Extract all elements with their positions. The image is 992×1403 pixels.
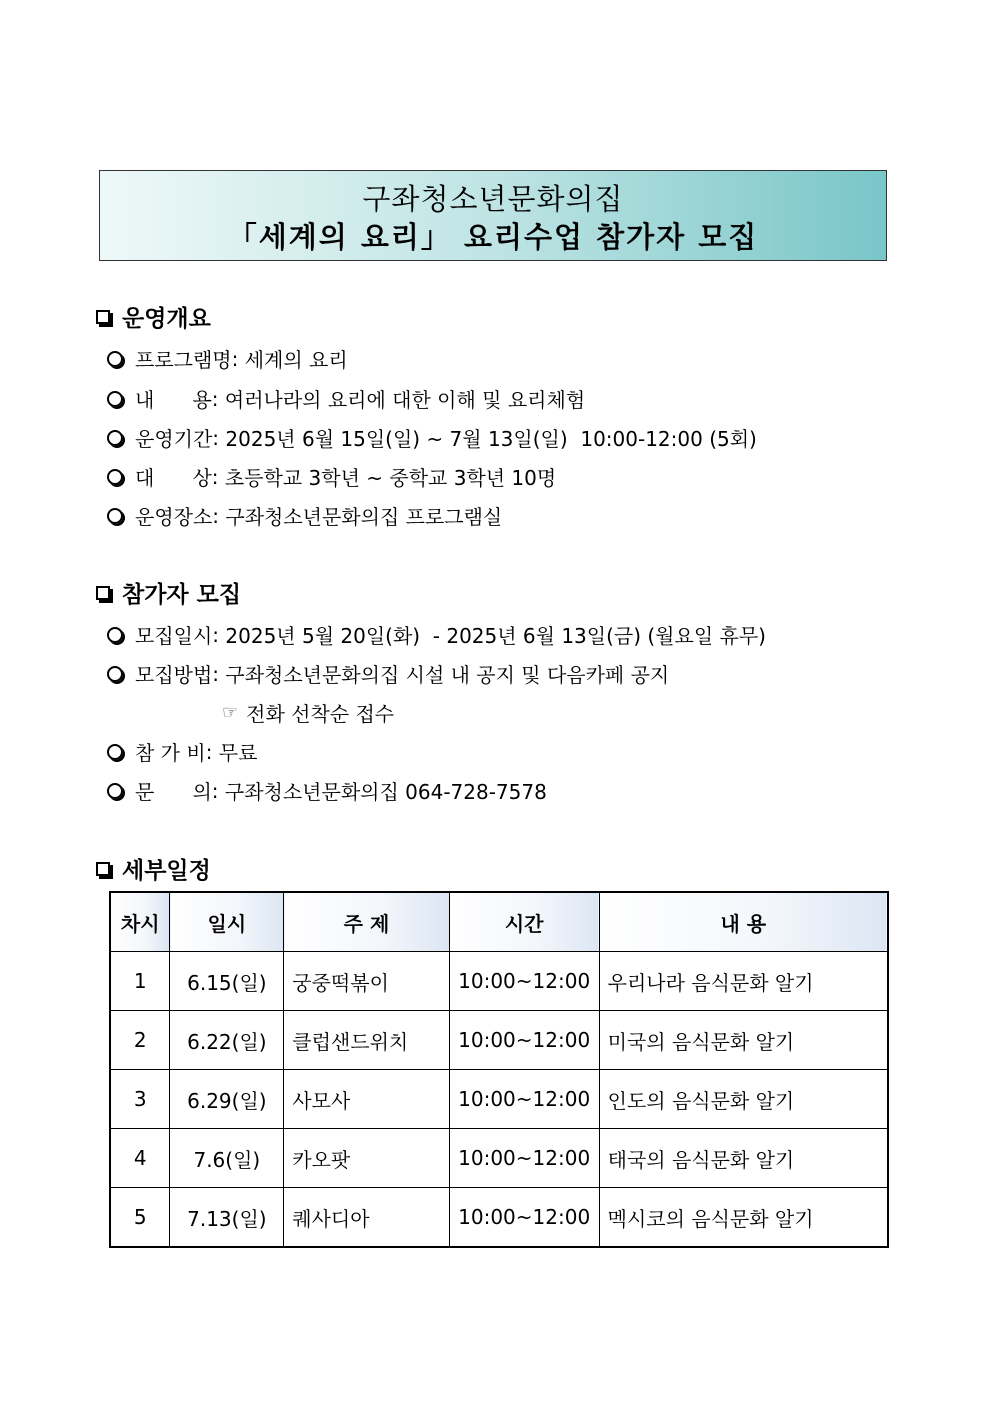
cell-time: 10:00~12:00 xyxy=(449,1011,599,1070)
circle-bullet-icon xyxy=(107,666,123,682)
cell-content: 미국의 음식문화 알기 xyxy=(599,1011,888,1070)
item-value: 초등학교 3학년 ~ 중학교 3학년 10명 xyxy=(224,466,557,490)
section-heading-label: 세부일정 xyxy=(122,858,211,884)
item-label: 대 상 xyxy=(135,466,212,490)
recruit-item-method: 모집방법 : 구좌청소년문화의집 시설 내 공지 및 다음카페 공지 xyxy=(107,659,669,688)
table-row xyxy=(110,1070,888,1129)
overview-item-target: 대 상 : 초등학교 3학년 ~ 중학교 3학년 10명 xyxy=(107,462,556,491)
circle-bullet-icon xyxy=(107,627,123,643)
title-organization: 구좌청소년문화의집 xyxy=(362,182,624,216)
circle-bullet-icon xyxy=(107,391,123,407)
circle-bullet-icon xyxy=(107,783,123,799)
item-value: 2025년 5월 20일(화) - 2025년 6월 13일(금) (월요일 휴무) xyxy=(225,624,766,648)
cell-time: 10:00~12:00 xyxy=(449,1129,599,1188)
cell-session: 2 xyxy=(110,1011,170,1070)
title-banner xyxy=(99,170,887,261)
circle-bullet-icon xyxy=(107,744,123,760)
cell-content: 인도의 음식문화 알기 xyxy=(599,1070,888,1129)
item-label: 운영기간 xyxy=(135,427,213,451)
circle-bullet-icon xyxy=(107,430,123,446)
header-date: 일시 xyxy=(170,892,284,952)
item-label: 운영장소 xyxy=(135,505,213,529)
cell-session: 5 xyxy=(110,1188,170,1248)
overview-item-content: 내 용 : 여러나라의 요리에 대한 이해 및 요리체험 xyxy=(107,384,585,413)
header-time: 시간 xyxy=(449,892,599,952)
item-label: 문 의 xyxy=(135,780,212,804)
circle-bullet-icon xyxy=(107,351,123,367)
cell-content: 태국의 음식문화 알기 xyxy=(599,1129,888,1188)
overview-item-location: 운영장소 : 구좌청소년문화의집 프로그램실 xyxy=(107,501,502,530)
table-row xyxy=(110,952,888,1011)
header-session: 차시 xyxy=(110,892,170,952)
cell-topic: 궁중떡볶이 xyxy=(284,952,449,1011)
cell-content: 우리나라 음식문화 알기 xyxy=(599,952,888,1011)
item-value: 구좌청소년문화의집 064-728-7578 xyxy=(224,780,547,804)
header-topic: 주 제 xyxy=(284,892,449,952)
cell-time: 10:00~12:00 xyxy=(449,1188,599,1248)
table-header-row xyxy=(110,892,888,952)
cell-date: 6.15(일) xyxy=(170,952,284,1011)
section-heading-recruit xyxy=(96,576,241,609)
item-label: 프로그램명 xyxy=(135,348,232,372)
checkbox-square-icon xyxy=(96,862,110,876)
cell-session: 1 xyxy=(110,952,170,1011)
cell-topic: 사모사 xyxy=(284,1070,449,1129)
checkbox-square-icon xyxy=(96,310,110,324)
cell-session: 4 xyxy=(110,1129,170,1188)
pointing-hand-icon: ☞ xyxy=(222,702,239,723)
item-label: 모집일시 xyxy=(135,624,213,648)
cell-date: 7.13(일) xyxy=(170,1188,284,1248)
overview-item-program-name: 프로그램명 : 세계의 요리 xyxy=(107,344,348,373)
item-value: 무료 xyxy=(218,741,258,765)
cell-content: 멕시코의 음식문화 알기 xyxy=(599,1188,888,1248)
schedule-table xyxy=(109,891,889,1248)
section-heading-label: 운영개요 xyxy=(122,306,211,332)
recruit-item-date: 모집일시 : 2025년 5월 20일(화) - 2025년 6월 13일(금) (월요일 휴무) xyxy=(107,620,766,649)
cell-topic: 카오팟 xyxy=(284,1129,449,1188)
section-heading-overview xyxy=(96,300,211,333)
section-heading-schedule xyxy=(96,852,211,885)
cell-date: 7.6(일) xyxy=(170,1129,284,1188)
table-row xyxy=(110,1011,888,1070)
cell-time: 10:00~12:00 xyxy=(449,1070,599,1129)
circle-bullet-icon xyxy=(107,469,123,485)
cell-session: 3 xyxy=(110,1070,170,1129)
recruit-item-contact: 문 의 : 구좌청소년문화의집 064-728-7578 xyxy=(107,776,547,805)
cell-topic: 클럽샌드위치 xyxy=(284,1011,449,1070)
cell-date: 6.22(일) xyxy=(170,1011,284,1070)
section-heading-label: 참가자 모집 xyxy=(122,582,242,608)
item-value: 구좌청소년문화의집 시설 내 공지 및 다음카페 공지 xyxy=(225,663,670,687)
item-value: 여러나라의 요리에 대한 이해 및 요리체험 xyxy=(224,388,586,412)
checkbox-square-icon xyxy=(96,586,110,600)
item-label: 참 가 비 xyxy=(135,741,206,765)
recruit-item-fee: 참 가 비 : 무료 xyxy=(107,737,257,766)
overview-item-period: 운영기간 : 2025년 6월 15일(일) ~ 7월 13일(일) 10:00-12:00 (5회) xyxy=(107,423,757,452)
title-program: 「세계의 요리」 요리수업 참가자 모집 xyxy=(227,220,759,254)
item-value: 2025년 6월 15일(일) ~ 7월 13일(일) 10:00-12:00 (5회) xyxy=(225,427,757,451)
cell-topic: 퀘사디아 xyxy=(284,1188,449,1248)
item-label: 모집방법 xyxy=(135,663,213,687)
cell-date: 6.29(일) xyxy=(170,1070,284,1129)
note-text: 전화 선착순 접수 xyxy=(246,702,395,726)
header-content: 내 용 xyxy=(599,892,888,952)
table-row xyxy=(110,1188,888,1248)
circle-bullet-icon xyxy=(107,508,123,524)
cell-time: 10:00~12:00 xyxy=(449,952,599,1011)
table-row xyxy=(110,1129,888,1188)
item-value: 세계의 요리 xyxy=(244,348,348,372)
item-label: 내 용 xyxy=(135,388,212,412)
recruit-note xyxy=(222,698,394,727)
item-value: 구좌청소년문화의집 프로그램실 xyxy=(225,505,503,529)
